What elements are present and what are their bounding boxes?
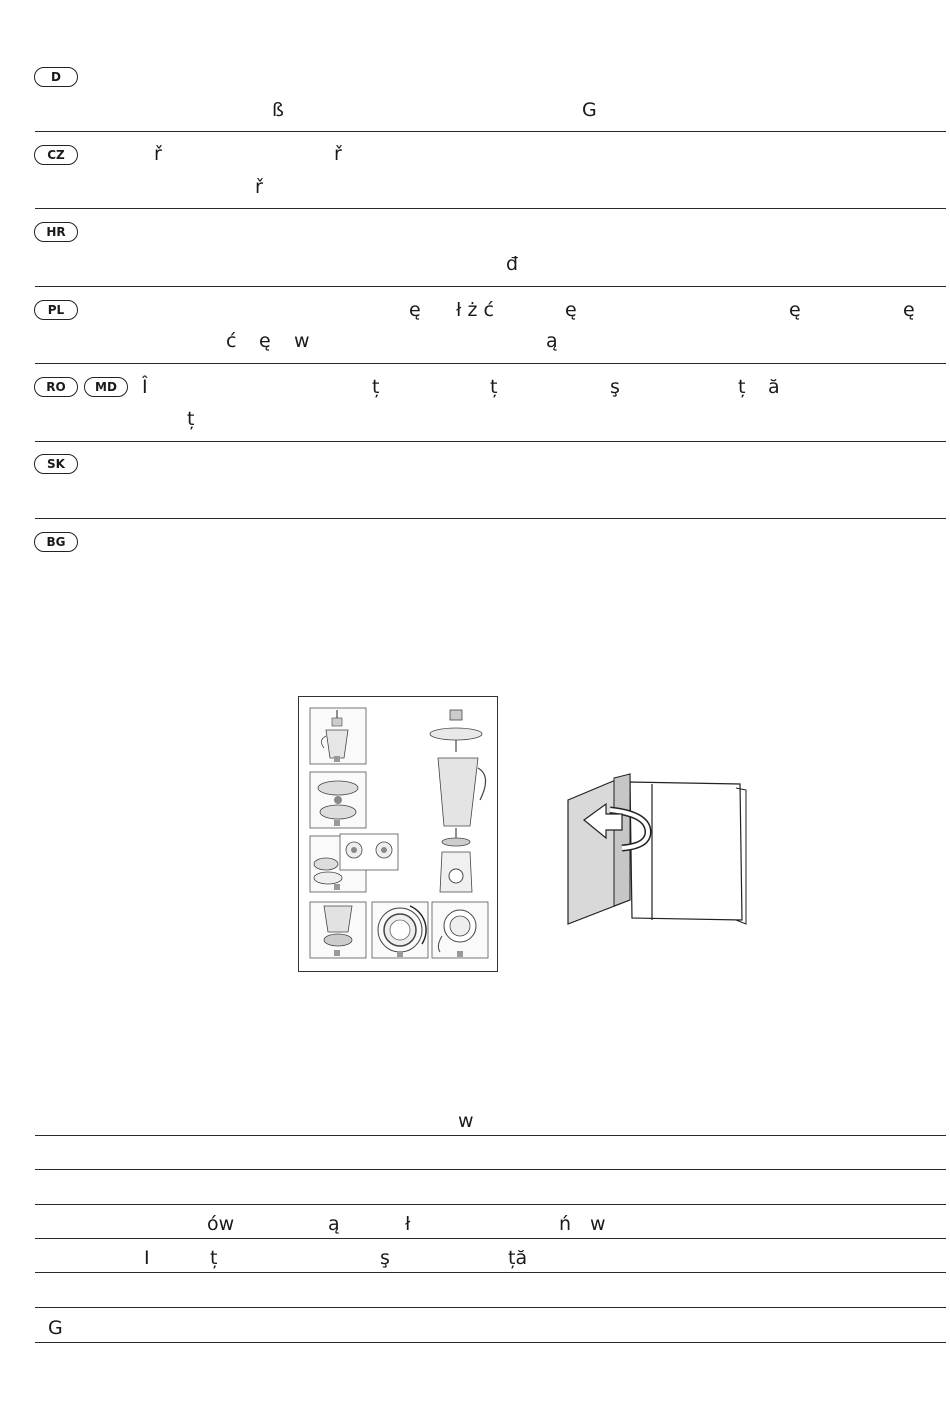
divider xyxy=(35,1204,946,1205)
divider xyxy=(35,1342,946,1343)
lang-badge-pl: PL xyxy=(34,300,78,320)
char: ą xyxy=(328,1213,340,1235)
blender-assembly-fold-out-icon xyxy=(298,696,498,972)
lang-badge-bg: BG xyxy=(34,532,78,552)
lang-badge-hr: HR xyxy=(34,222,78,242)
divider xyxy=(35,131,946,132)
lang-badge-cz: CZ xyxy=(34,145,78,165)
char: ł xyxy=(405,1213,411,1235)
divider xyxy=(35,286,946,287)
char: ț xyxy=(187,408,195,430)
divider xyxy=(35,1135,946,1136)
char: ów xyxy=(207,1213,235,1235)
lang-badge-ro: RO xyxy=(34,377,78,397)
char: ę xyxy=(565,299,577,321)
char: G xyxy=(582,99,597,121)
divider xyxy=(35,1169,946,1170)
char: ę xyxy=(903,299,915,321)
char: w xyxy=(294,330,310,352)
lang-badge-sk: SK xyxy=(34,454,78,474)
char: G xyxy=(48,1317,63,1339)
divider xyxy=(35,363,946,364)
char: ț xyxy=(738,376,746,398)
char: ą xyxy=(546,330,558,352)
char: đ xyxy=(506,253,519,275)
divider xyxy=(35,208,946,209)
char: ř xyxy=(255,176,263,198)
open-book-fold-out-arrow-icon xyxy=(560,770,750,930)
char: ță xyxy=(508,1247,528,1269)
divider xyxy=(35,1272,946,1273)
divider xyxy=(35,1307,946,1308)
char: ř xyxy=(334,143,342,165)
char: ț xyxy=(372,376,380,398)
char: ę xyxy=(259,330,271,352)
char: ę xyxy=(409,299,421,321)
fold-out-figure xyxy=(298,696,498,972)
lang-badge-d: D xyxy=(34,67,78,87)
char: ş xyxy=(380,1247,390,1269)
lang-badge-md: MD xyxy=(84,377,128,397)
char: ę xyxy=(789,299,801,321)
divider xyxy=(35,441,946,442)
char: Î xyxy=(142,376,148,398)
char: ř xyxy=(154,143,162,165)
open-book-figure xyxy=(560,770,750,930)
char: ț xyxy=(490,376,498,398)
char: ț xyxy=(210,1247,218,1269)
divider xyxy=(35,518,946,519)
char: w xyxy=(590,1213,606,1235)
char: ł ż ć xyxy=(456,299,494,321)
char: ć xyxy=(226,330,237,352)
divider xyxy=(35,1238,946,1239)
char: w xyxy=(458,1110,474,1132)
char: ă xyxy=(768,376,780,398)
char: ß xyxy=(272,99,284,121)
char: ń xyxy=(559,1213,572,1235)
char: I xyxy=(144,1247,150,1269)
char: ş xyxy=(610,376,620,398)
